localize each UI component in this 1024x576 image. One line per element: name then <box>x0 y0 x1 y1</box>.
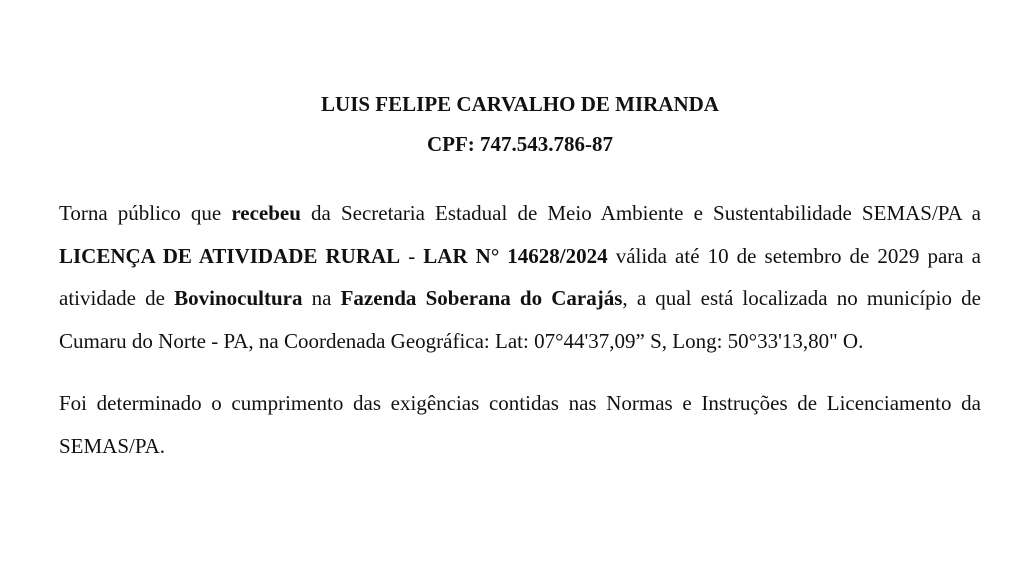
holder-name: LUIS FELIPE CARVALHO DE MIRANDA <box>321 92 719 116</box>
notice-document <box>59 84 981 467</box>
text-segment: válida até 10 de setembro de 2029 para a atividade de <box>59 243 981 310</box>
text-segment: da Secretaria Estadual de Meio Ambiente e Sustentabilidade SEMAS/PA a <box>300 201 981 225</box>
bold-farm-name: Fazenda Soberana do Carajás <box>340 286 623 310</box>
bold-license-number: LAR N° 14628/2024 <box>423 243 608 268</box>
license-paragraph <box>59 192 981 362</box>
bold-received: recebeu <box>231 201 301 225</box>
holder-cpf: CPF: 747.543.786-87 <box>426 132 614 156</box>
bold-license-type: LICENÇA DE ATIVIDADE RURAL <box>59 243 401 268</box>
text-segment: Torna público que <box>59 201 232 225</box>
text-segment: na <box>302 286 341 310</box>
bold-activity: Bovinocultura <box>174 286 303 310</box>
text-segment: - <box>400 243 424 268</box>
requirements-paragraph: Foi determinado o cumprimento das exigências contidas nas Normas e Instruções de Licenciamento da SEMAS/PA. <box>59 391 981 458</box>
text-segment: , a qual está localizada no município de Cumaru do Norte - PA, na Coordenada Geográfica: Lat: 07°44'37,09” S, Long: 50°33'13,80" O. <box>59 286 981 353</box>
